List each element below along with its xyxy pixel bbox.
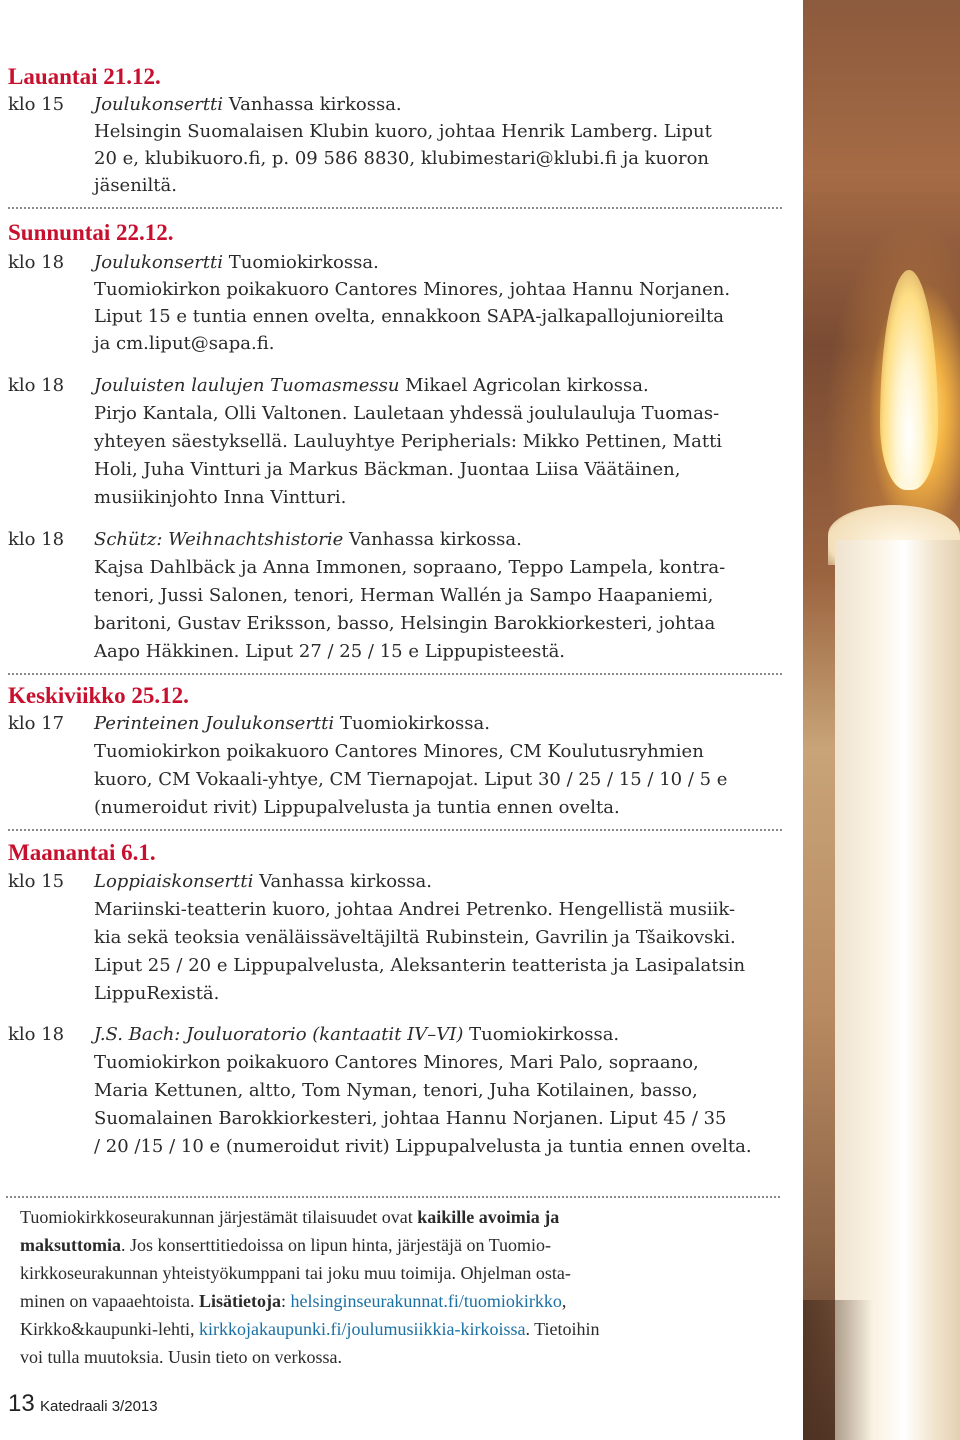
event-line: baritoni, Gustav Eriksson, basso, Helsingin Barokkiorkesteri, johtaa	[94, 613, 716, 634]
event-line: kia sekä teoksia venäläissäveltäjiltä Rubinstein, Gavrilin ja Tšaikovski.	[94, 927, 736, 948]
event-title	[94, 713, 490, 734]
note-text: :	[280, 1291, 291, 1311]
event-title-venue: Vanhassa kirkossa.	[223, 94, 402, 115]
note-text: Tuomiokirkkoseurakunnan järjestämät tilaisuudet ovat	[20, 1207, 418, 1227]
note-emphasis: Lisätietoja	[198, 1291, 281, 1311]
event-line: musiikinjohto Inna Vintturi.	[94, 487, 347, 508]
event-time: klo 18	[8, 375, 65, 396]
event-line: Aapo Häkkinen. Liput 27 / 25 / 15 e Lippupisteestä.	[94, 641, 566, 662]
event-title-venue: Tuomiokirkossa.	[334, 713, 490, 734]
event-title-italic: Jouluisten laulujen Tuomasmessu	[94, 375, 400, 396]
event-line: Pirjo Kantala, Olli Valtonen. Lauletaan yhdessä joululauluja Tuomas-	[94, 403, 720, 424]
event-title	[94, 871, 432, 892]
event-line: 20 e, klubikuoro.fi, p. 09 586 8830, klubimestari@klubi.fi ja kuoron	[94, 148, 710, 169]
event-title	[94, 1024, 619, 1045]
event-title	[94, 529, 522, 550]
event-title	[94, 94, 402, 115]
page-number: 13	[8, 1390, 35, 1417]
day-heading-wednesday: Keskiviikko 25.12.	[8, 683, 189, 708]
event-line: Kajsa Dahlbäck ja Anna Immonen, sopraano, Teppo Lampela, kontra-	[94, 557, 726, 578]
note-line: voi tulla muutoksia. Uusin tieto on verkossa.	[20, 1347, 342, 1367]
note-line	[20, 1235, 551, 1256]
dotted-divider	[8, 829, 782, 831]
event-line: Mariinski-teatterin kuoro, johtaa Andrei Petrenko. Hengellistä musiik-	[94, 899, 736, 920]
note-text: ,	[561, 1291, 567, 1311]
event-time: klo 17	[8, 713, 65, 734]
day-heading-saturday: Lauantai 21.12.	[8, 64, 161, 89]
event-title-italic: Perinteinen Joulukonsertti	[94, 713, 335, 734]
kirkkojakaupunki-link[interactable]: kirkkojakaupunki.fi/joulumusiikkia-kirkoissa	[198, 1319, 526, 1339]
event-time: klo 18	[8, 1024, 65, 1045]
seurakunnat-link[interactable]: helsinginseurakunnat.fi/tuomiokirkko	[290, 1291, 562, 1311]
note-emphasis: maksuttomia	[20, 1235, 122, 1255]
event-title-venue: Tuomiokirkossa.	[223, 252, 379, 273]
event-line: Liput 15 e tuntia ennen ovelta, ennakkoon SAPA-jalkapallojunioreilta	[94, 306, 724, 327]
event-line: (numeroidut rivit) Lippupalvelusta ja tuntia ennen ovelta.	[94, 797, 620, 818]
note-line	[20, 1207, 559, 1228]
event-line: Tuomiokirkon poikakuoro Cantores Minores, johtaa Hannu Norjanen.	[94, 279, 731, 300]
event-title	[94, 252, 379, 273]
event-title	[94, 375, 649, 396]
event-time: klo 18	[8, 252, 65, 273]
note-text: minen on vapaaehtoista.	[20, 1291, 199, 1311]
event-line: yhteyen säestyksellä. Lauluyhtye Peripherials: Mikko Pettinen, Matti	[94, 431, 723, 452]
event-title-venue: Vanhassa kirkossa.	[343, 529, 522, 550]
event-title-italic: Loppiaiskonsertti	[94, 871, 254, 892]
day-heading-sunday: Sunnuntai 22.12.	[8, 220, 174, 245]
event-title-italic: Joulukonsertti	[94, 94, 224, 115]
note-text: Kirkko&kaupunki-lehti,	[20, 1319, 199, 1339]
event-title-venue: Vanhassa kirkossa.	[253, 871, 432, 892]
event-line: / 20 /15 / 10 e (numeroidut rivit) Lippupalvelusta ja tuntia ennen ovelta.	[94, 1136, 752, 1157]
event-line: kuoro, CM Vokaali-yhtye, CM Tiernapojat. Liput 30 / 25 / 15 / 10 / 5 e	[94, 769, 728, 790]
event-line: Maria Kettunen, altto, Tom Nyman, tenori, Juha Kotilainen, basso,	[94, 1080, 698, 1101]
event-line: Tuomiokirkon poikakuoro Cantores Minores, CM Koulutusryhmien	[94, 741, 704, 762]
day-heading-monday: Maanantai 6.1.	[8, 840, 156, 865]
note-line	[20, 1291, 566, 1312]
event-line: Helsingin Suomalaisen Klubin kuoro, johtaa Henrik Lamberg. Liput	[94, 121, 712, 142]
event-line: ja cm.liput@sapa.fi.	[94, 333, 275, 354]
event-time: klo 15	[8, 871, 65, 892]
note-line: kirkkoseurakunnan yhteistyökumppani tai joku muu toimija. Ohjelman osta-	[20, 1263, 571, 1283]
event-title-italic: Joulukonsertti	[94, 252, 224, 273]
note-emphasis: kaikille avoimia ja	[417, 1207, 560, 1227]
event-time: klo 15	[8, 94, 65, 115]
candle-holder-shadow	[803, 1300, 873, 1440]
event-title-italic: Schütz: Weihnachtshistorie	[94, 529, 344, 550]
event-title-italic: J.S. Bach: Jouluoratorio (kantaatit IV–VI)	[94, 1024, 464, 1045]
event-line: jäseniltä.	[94, 175, 177, 196]
event-line: Suomalainen Barokkiorkesteri, johtaa Hannu Norjanen. Liput 45 / 35	[94, 1108, 727, 1129]
event-line: LippuRexistä.	[94, 983, 220, 1004]
dotted-divider	[6, 1196, 780, 1198]
event-title-venue: Mikael Agricolan kirkossa.	[399, 375, 649, 396]
event-line: Tuomiokirkon poikakuoro Cantores Minores, Mari Palo, sopraano,	[94, 1052, 699, 1073]
event-title-venue: Tuomiokirkossa.	[463, 1024, 620, 1045]
event-line: Liput 25 / 20 e Lippupalvelusta, Aleksanterin teatterista ja Lasipalatsin	[94, 955, 746, 976]
event-line: tenori, Jussi Salonen, tenori, Herman Wallén ja Sampo Haapaniemi,	[94, 585, 714, 606]
event-line: Holi, Juha Vintturi ja Markus Bäckman. Juontaa Liisa Väätäinen,	[94, 459, 681, 480]
dotted-divider	[8, 673, 782, 675]
event-time: klo 18	[8, 529, 65, 550]
note-text: . Tietoihin	[525, 1319, 600, 1339]
publication-name: Katedraali 3/2013	[40, 1398, 158, 1415]
dotted-divider	[8, 207, 782, 209]
note-line	[20, 1319, 599, 1340]
note-text: . Jos konserttitiedoissa on lipun hinta, järjestäjä on Tuomio-	[121, 1235, 551, 1255]
